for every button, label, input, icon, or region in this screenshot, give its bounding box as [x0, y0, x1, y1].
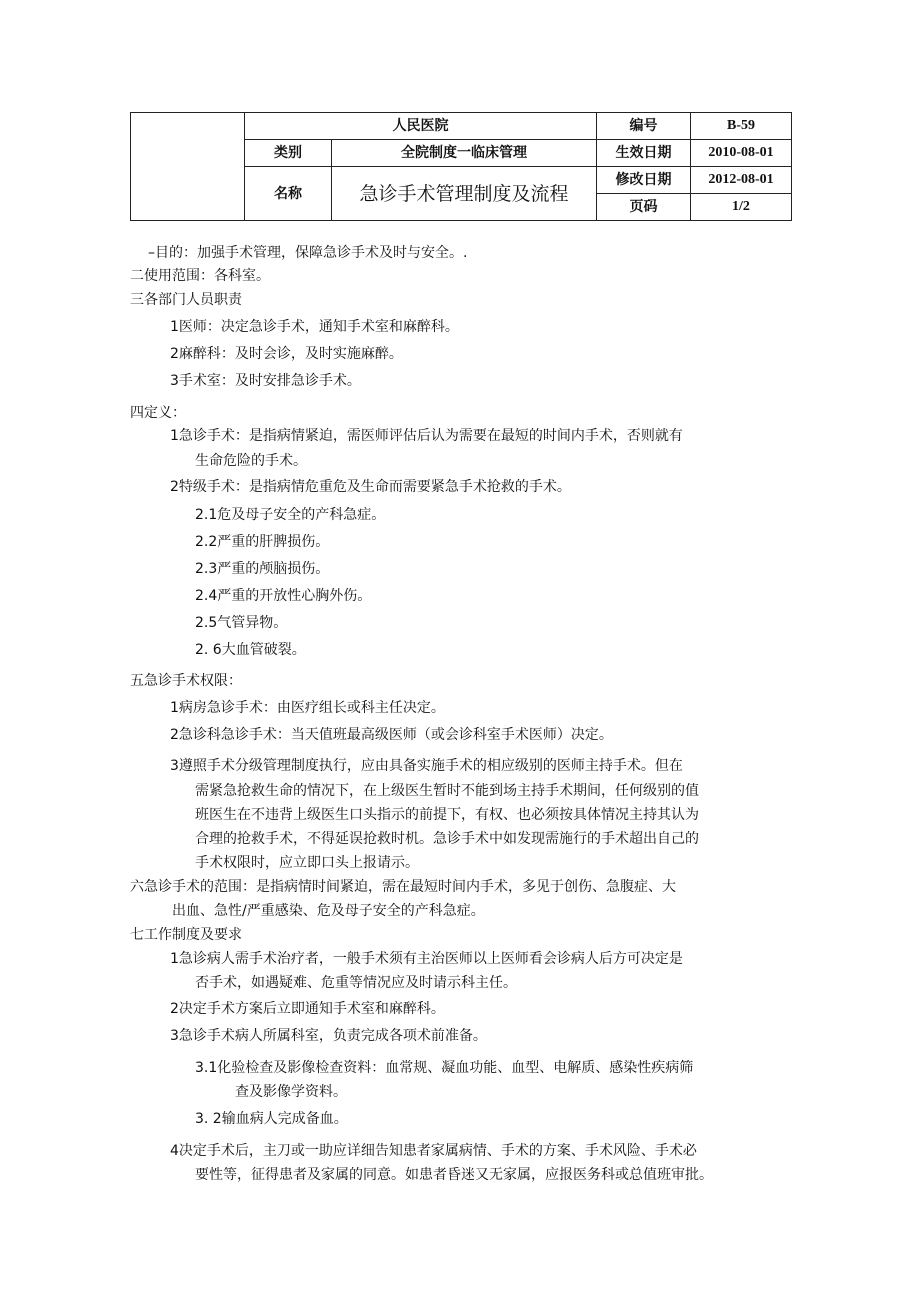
document-title: 急诊手术管理制度及流程 — [332, 167, 597, 221]
logo-cell — [131, 113, 245, 221]
definition-emergency: 1急诊手术：是指病情紧迫，需医师评估后认为需要在最短的时间内手术，否则就有 — [170, 428, 683, 444]
section-authority: 五急诊手术权限： — [130, 673, 242, 689]
document-header-table — [130, 112, 792, 221]
revised-label: 修改日期 — [597, 167, 691, 194]
section-work-rules: 七工作制度及要求 — [130, 927, 242, 943]
special-item-2-4: 2.4严重的开放性心胸外伤。 — [195, 588, 372, 604]
special-item-2-1: 2.1危及母子安全的产科急症。 — [195, 507, 386, 523]
org-name: 人民医院 — [245, 113, 597, 140]
category-value: 全院制度一临床管理 — [332, 140, 597, 167]
section-purpose: –目的：加强手术管理，保障急诊手术及时与安全。. — [148, 245, 468, 261]
special-item-2-5: 2.5气管异物。 — [195, 615, 288, 631]
authority-graded-cont-4: 手术权限时，应立即口头上报请示。 — [195, 855, 419, 871]
page-label: 页码 — [597, 194, 691, 221]
duty-anesthesia: 2麻醉科：及时会诊，及时实施麻醉。 — [170, 346, 403, 362]
duty-operating-room: 3手术室：及时安排急诊手术。 — [170, 373, 361, 389]
definition-emergency-cont: 生命危险的手术。 — [195, 453, 307, 469]
definition-special: 2特级手术：是指病情危重危及生命而需要紧急手术抢救的手术。 — [170, 479, 571, 495]
rule-4-cont: 要性等，征得患者及家属的同意。如患者昏迷又无家属，应报医务科或总值班审批。 — [195, 1167, 713, 1183]
special-item-2-6: 2. 6大血管破裂。 — [195, 642, 306, 658]
code-label: 编号 — [597, 113, 691, 140]
rule-4: 4决定手术后，主刀或一助应详细告知患者家属病情、手术的方案、手术风险、手术必 — [170, 1143, 697, 1159]
scope-of-surgery-cont: 出血、急性/严重感染、危及母子安全的产科急症。 — [172, 903, 485, 919]
section-scope: 二使用范围：各科室。 — [130, 268, 270, 284]
rule-3-1-cont: 查及影像学资料。 — [235, 1084, 347, 1100]
special-item-2-2: 2.2严重的肝脾损伤。 — [195, 534, 330, 550]
authority-er: 2急诊科急诊手术：当天值班最高级医师（或会诊科室手术医师）决定。 — [170, 727, 613, 743]
authority-graded: 3遵照手术分级管理制度执行，应由具备实施手术的相应级别的医师主持手术。但在 — [170, 758, 683, 774]
page-number: 1/2 — [691, 194, 792, 221]
authority-graded-cont-2: 班医生在不违背上级医生口头指示的前提下，有权、也必须按具体情况主持其认为 — [195, 807, 699, 823]
section-definition: 四定义： — [130, 405, 186, 421]
rule-1: 1急诊病人需手术治疗者，一般手术须有主治医师以上医师看会诊病人后方可决定是 — [170, 951, 683, 967]
rule-3-1: 3.1化验检查及影像检查资料：血常规、凝血功能、血型、电解质、感染性疾病筛 — [195, 1060, 694, 1076]
effective-label: 生效日期 — [597, 140, 691, 167]
authority-ward: 1病房急诊手术：由医疗组长或科主任决定。 — [170, 700, 445, 716]
rule-2: 2决定手术方案后立即通知手术室和麻醉科。 — [170, 1001, 445, 1017]
rule-3: 3急诊手术病人所属科室，负责完成各项术前准备。 — [170, 1028, 487, 1044]
code-value: B-59 — [691, 113, 792, 140]
category-label: 类别 — [245, 140, 332, 167]
authority-graded-cont-1: 需紧急抢救生命的情况下，在上级医生暂时不能到场主持手术期间，任何级别的值 — [195, 783, 699, 799]
name-label: 名称 — [245, 167, 332, 221]
rule-3-2: 3. 2输血病人完成备血。 — [195, 1111, 348, 1127]
effective-date: 2010-08-01 — [691, 140, 792, 167]
section-duties: 三各部门人员职责 — [130, 292, 242, 308]
special-item-2-3: 2.3严重的颅脑损伤。 — [195, 561, 330, 577]
rule-1-cont: 否手术，如遇疑难、危重等情况应及时请示科主任。 — [195, 975, 517, 991]
duty-physician: 1医师：决定急诊手术，通知手术室和麻醉科。 — [170, 319, 459, 335]
authority-graded-cont-3: 合理的抢救手术，不得延误抢救时机。急诊手术中如发现需施行的手术超出自己的 — [195, 831, 699, 847]
section-scope-of-surgery: 六急诊手术的范围：是指病情时间紧迫，需在最短时间内手术，多见于创伤、急腹症、大 — [130, 879, 676, 895]
revised-date: 2012-08-01 — [691, 167, 792, 194]
